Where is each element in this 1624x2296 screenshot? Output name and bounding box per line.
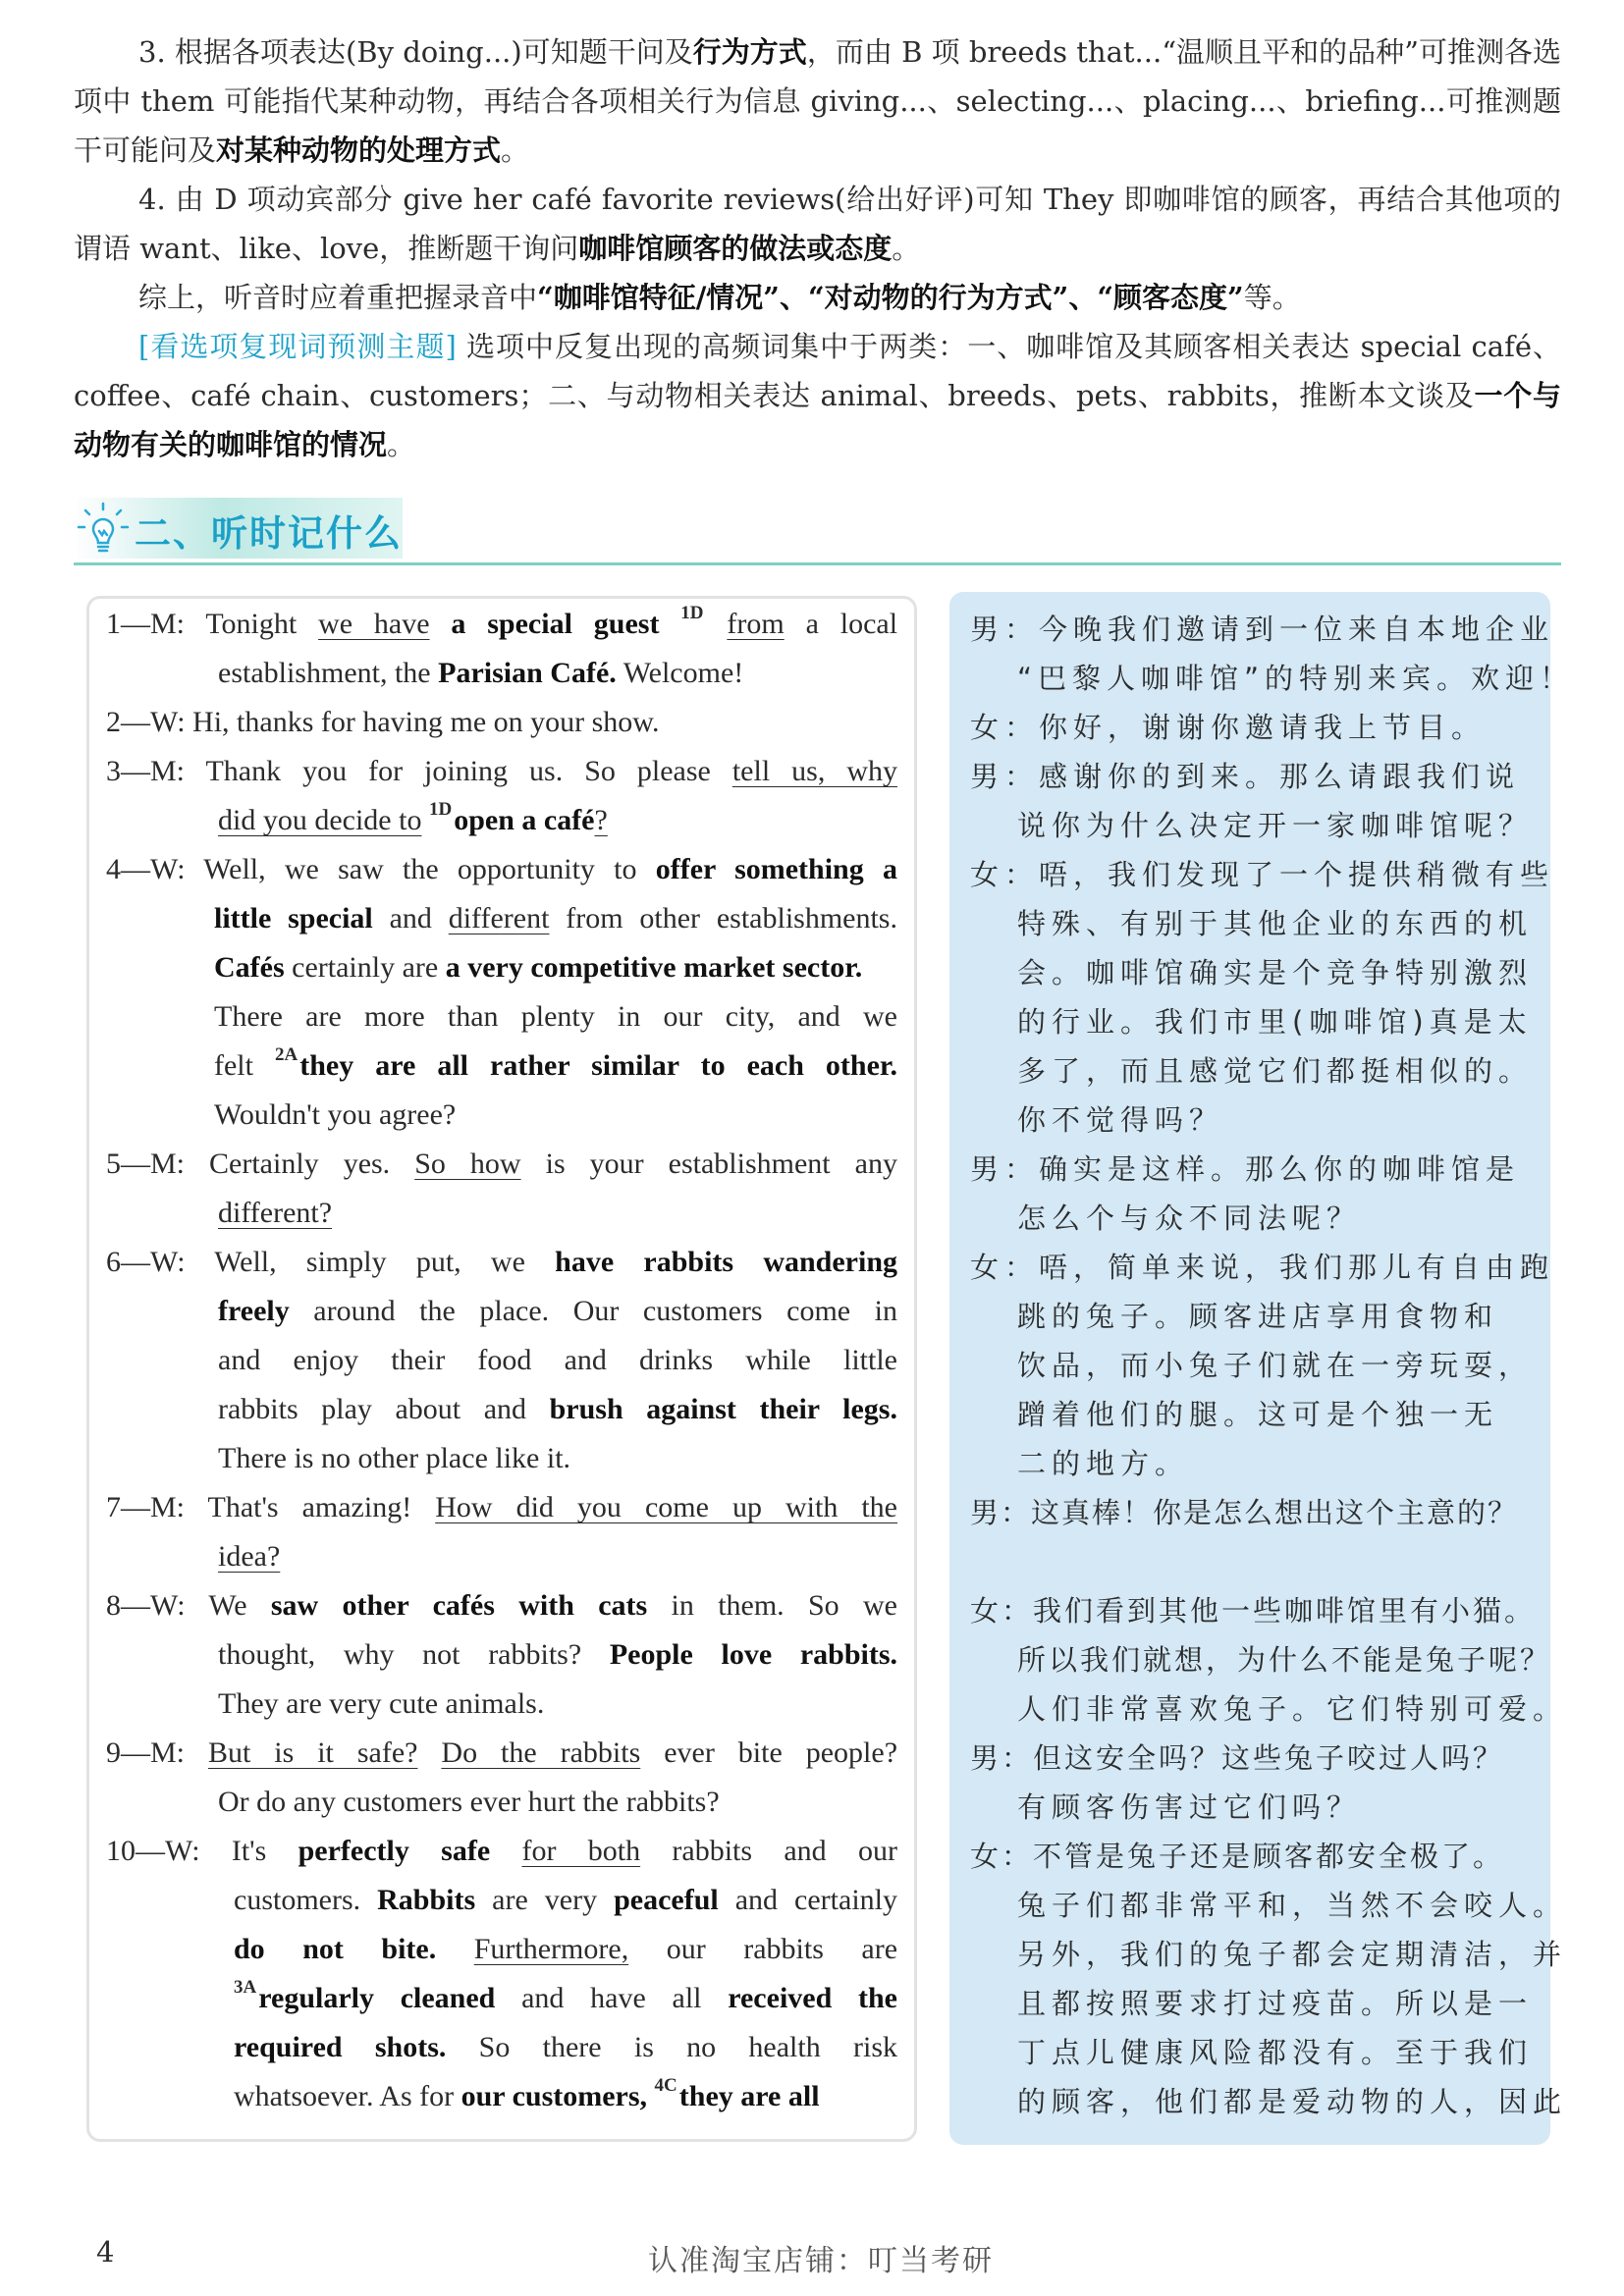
transcript-line: Cafés certainly are a very competitive market sector.	[214, 951, 863, 984]
transcript-line: $^{3A}$regularly cleaned and have all received the	[234, 1977, 897, 2014]
transcript-line: 8—W: We saw other cafés with cats in them. So we	[106, 1589, 897, 1622]
translation-line: 所以我们就想，为什么不能是兔子呢？	[1017, 1643, 1552, 1677]
transcript-line: 7—M: That's amazing! How did you come up with the	[106, 1491, 897, 1523]
transcript-line: felt $^{2A}$they are all rather similar to each other.	[214, 1044, 897, 1082]
translation-line: 女：不管是兔子还是顾客都安全极了。	[970, 1840, 1505, 1873]
translation-line: 另外，我们的兔子都会定期清洁，并	[1017, 1938, 1568, 1971]
translation-line: 跳的兔子。顾客进店享用食物和	[1017, 1300, 1499, 1333]
translation-line: 蹭着他们的腿。这可是个独一无	[1017, 1398, 1499, 1431]
translation-line: 多了，而且感觉它们都挺相似的。	[1017, 1054, 1534, 1088]
transcript-line: 9—M: But is it safe? Do the rabbits ever bite people?	[106, 1736, 898, 1769]
translation-line: 且都按照要求打过疫苗。所以是一	[1017, 1987, 1534, 2020]
transcript-line: customers. Rabbits are very peaceful and certainly	[234, 1884, 897, 1916]
transcript-line: Wouldn't you agree?	[214, 1098, 457, 1131]
transcript-line: 4—W: Well, we saw the opportunity to offer something a	[106, 853, 897, 885]
transcript-line: There is no other place like it.	[218, 1442, 571, 1474]
transcript-line: idea?	[218, 1540, 281, 1573]
translation-line: 怎么个与众不同法呢？	[1017, 1201, 1362, 1235]
translation-line: 男：感谢你的到来。那么请跟我们说	[970, 760, 1521, 793]
translation-line: 说你为什么决定开一家咖啡馆呢？	[1017, 809, 1534, 842]
translation-line: 的行业。我们市里(咖啡馆)真是太	[1017, 1005, 1533, 1039]
tip-label: [看选项复现词预测主题]	[138, 330, 457, 363]
translation-line: 男：确实是这样。那么你的咖啡馆是	[970, 1152, 1521, 1186]
transcript-line: little special and different from other establishments.	[214, 902, 897, 934]
transcript-line: 3—M: Thank you for joining us. So please tell us, why	[106, 755, 897, 787]
translation-line: 有顾客伤害过它们吗？	[1017, 1790, 1362, 1824]
translation-line: 男：但这安全吗？这些兔子咬过人吗？	[970, 1741, 1505, 1775]
transcript-line: thought, why not rabbits? People love rabbits.	[218, 1638, 898, 1671]
section-title-bar	[74, 498, 403, 559]
transcript-line: required shots. So there is no health risk	[234, 2031, 898, 2063]
translation-line: “巴黎人咖啡馆”的特别来宾。欢迎！	[1017, 662, 1575, 695]
note-tip: [看选项复现词预测主题] 选项中反复出现的高频词集中于两类：一、咖啡馆及其顾客相关表达 special café、coffee、café chain、customers；二、与动物相关表达 animal、breeds、pets、rabbits，推断本文谈及一个与动物有关的咖啡馆的情况。	[74, 330, 1561, 461]
transcript-line: 6—W: Well, simply put, we have rabbits wandering	[106, 1246, 898, 1278]
transcript-line: freely around the place. Our customers come in	[218, 1295, 897, 1327]
transcript-line: They are very cute animals.	[218, 1687, 545, 1720]
translation-line: 饮品，而小兔子们就在一旁玩耍，	[1017, 1349, 1534, 1382]
transcript-line: 2—W: Hi, thanks for having me on your show.	[106, 706, 660, 738]
translation-line: 女：唔，简单来说，我们那儿有自由跑	[970, 1251, 1555, 1284]
note-3: 3. 根据各项表达(By doing...)可知题干问及行为方式，而由 B 项 breeds that...“温顺且平和的品种”可推测各选项中 them 可能指代某种动物，再结合各项相关行为信息 giving...、selecting...、placing...、briefing...可推测题干可能问及对某种动物的处理方式。	[74, 35, 1561, 167]
translation-line: 丁点儿健康风险都没有。至于我们	[1017, 2036, 1534, 2069]
translation-line: 女：我们看到其他一些咖啡馆里有小猫。	[970, 1594, 1537, 1628]
translation-line: 会。咖啡馆确实是个竞争特别激烈	[1017, 956, 1534, 989]
intro-notes	[74, 27, 1561, 469]
transcript-line: rabbits play about and brush against their legs.	[218, 1393, 897, 1425]
transcript-line: 1—M: Tonight we have a special guest $^{1D}$ from a local	[106, 603, 898, 640]
translation-line: 女：你好，谢谢你邀请我上节目。	[970, 711, 1487, 744]
translation-line: 男：今晚我们邀请到一位来自本地企业	[970, 613, 1555, 646]
translation-line: 男：这真棒！你是怎么想出这个主意的？	[970, 1496, 1519, 1529]
transcript-line: There are more than plenty in our city, and we	[214, 1000, 897, 1033]
transcript-line: and enjoy their food and drinks while little	[218, 1344, 897, 1376]
transcript-line: 5—M: Certainly yes. So how is your establishment any	[106, 1148, 897, 1180]
section-header	[74, 496, 1561, 565]
transcript-line: do not bite. Furthermore, our rabbits are	[234, 1933, 898, 1965]
transcript-line: did you decide to $^{1D}$open a café?	[218, 799, 608, 836]
translation-line: 兔子们都非常平和，当然不会咬人。	[1017, 1889, 1568, 1922]
translation-line: 二的地方。	[1017, 1447, 1190, 1480]
transcript-line: establishment, the Parisian Café. Welcome!	[218, 657, 744, 689]
note-summary: 综上，听音时应着重把握录音中“咖啡馆特征/情况”、“对动物的行为方式”、“顾客态度”等。	[138, 281, 1301, 314]
translation-line: 的顾客，他们都是爱动物的人，因此	[1017, 2085, 1568, 2118]
translation-line: 你不觉得吗？	[1017, 1103, 1224, 1137]
page-number: 4	[96, 2235, 115, 2269]
lightbulb-icon	[76, 502, 131, 561]
note-4: 4. 由 D 项动宾部分 give her café favorite reviews(给出好评)可知 They 即咖啡馆的顾客，再结合其他项的谓语 want、like、love，推断题干询问咖啡馆顾客的做法或态度。	[74, 183, 1561, 265]
translation-line: 人们非常喜欢兔子。它们特别可爱。	[1017, 1692, 1568, 1726]
transcript-line: whatsoever. As for our customers, $^{4C}$they are all	[234, 2075, 820, 2112]
transcript-line: different?	[218, 1197, 333, 1229]
translation-line: 特殊、有别于其他企业的东西的机	[1017, 907, 1534, 940]
translation-line: 女：唔，我们发现了一个提供稍微有些	[970, 858, 1555, 891]
section-title: 二、听时记什么	[135, 512, 403, 555]
transcript-line: 10—W: It's perfectly safe for both rabbits and our	[106, 1835, 897, 1867]
transcript-line: Or do any customers ever hurt the rabbits?	[218, 1786, 720, 1818]
shop-watermark: 认准淘宝店铺：叮当考研	[648, 2244, 994, 2278]
